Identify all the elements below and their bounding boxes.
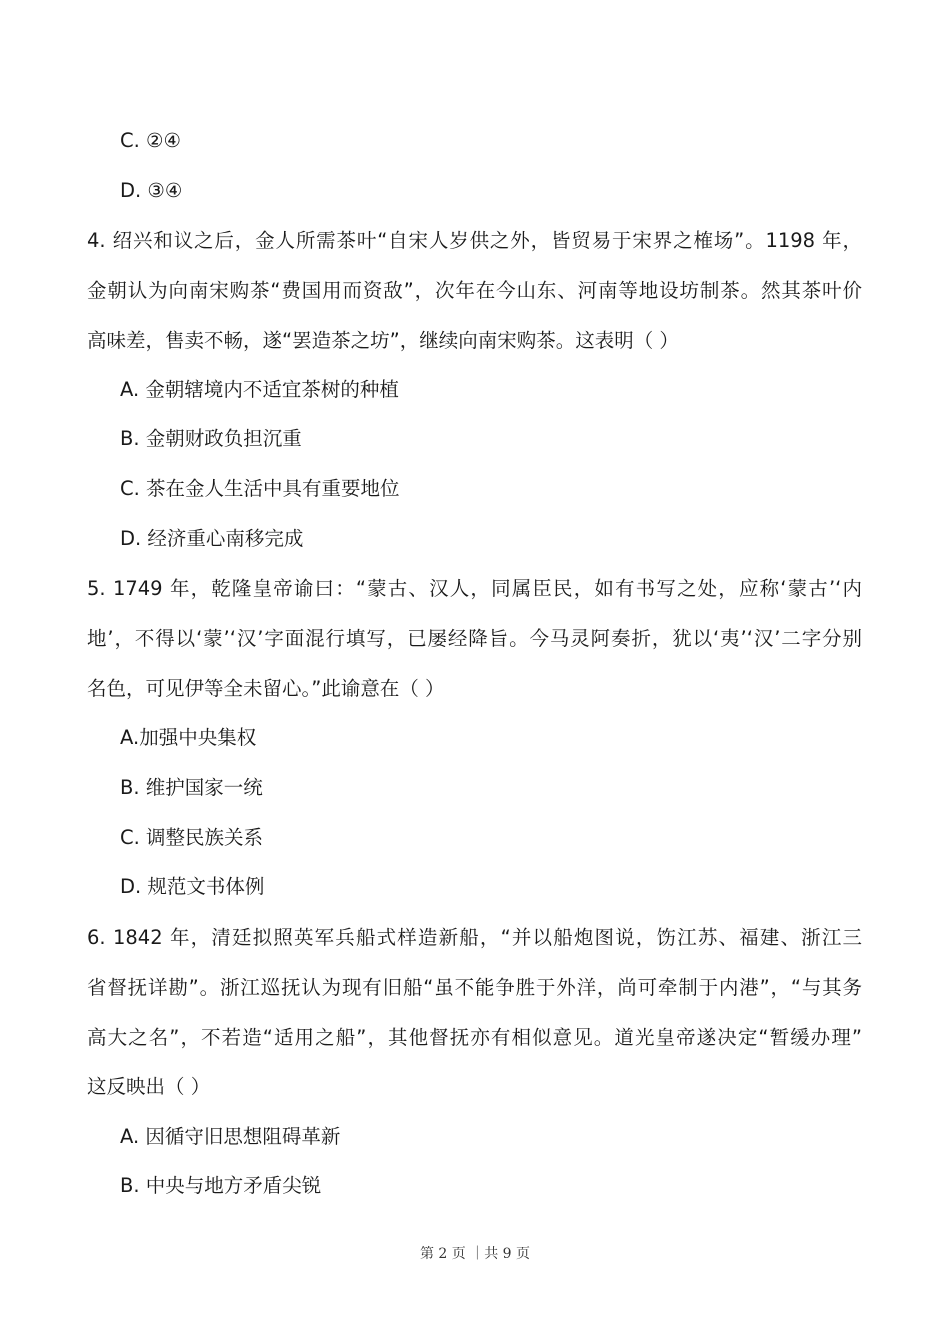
option-a[interactable]: A.加强中央集权 (120, 726, 257, 749)
question-text-line: 高大之名”，不若造“适用之船”，其他督抚亦有相似意见。道光皇帝遂决定“暂缓办理” (87, 1026, 862, 1049)
question-text-line: 高味差，售卖不畅，遂“罢造茶之坊”，继续向南宋购茶。这表明（ ） (87, 329, 679, 352)
option-a[interactable]: A. 因循守旧思想阻碍革新 (120, 1125, 341, 1148)
question-text-line: 6. 1842 年，清廷拟照英军兵船式样造新船，“并以船炮图说，饬江苏、福建、浙江三 (87, 926, 862, 949)
option-d[interactable]: D. 经济重心南移完成 (120, 527, 304, 550)
question-text-line: 5. 1749 年，乾隆皇帝谕曰：“蒙古、汉人，同属臣民，如有书写之处，应称‘蒙古’‘内 (87, 577, 862, 600)
option-c-prev: C. ②④ (120, 129, 181, 152)
question-text-line: 省督抚详勘”。浙江巡抚认为现有旧船“虽不能争胜于外洋，尚可牵制于内港”，“与其务 (87, 976, 862, 999)
option-a[interactable]: A. 金朝辖境内不适宜茶树的种植 (120, 378, 399, 401)
option-c[interactable]: C. 调整民族关系 (120, 826, 264, 849)
option-d-prev: D. ③④ (120, 179, 183, 202)
page-footer: 第 2 页 ｜共 9 页 (419, 1246, 531, 1262)
question-text-line: 金朝认为向南宋购茶“费国用而资敌”，次年在今山东、河南等地设坊制茶。然其茶叶价 (87, 279, 862, 302)
option-d[interactable]: D. 规范文书体例 (120, 875, 265, 898)
question-text-line: 名色，可见伊等全未留心。”此谕意在（ ） (87, 677, 445, 700)
question-text-line: 地’，不得以‘蒙’‘汉’字面混行填写，已屡经降旨。今马灵阿奏折，犹以‘夷’‘汉’二字分别 (87, 627, 862, 650)
option-c[interactable]: C. 茶在金人生活中具有重要地位 (120, 477, 400, 500)
option-b[interactable]: B. 金朝财政负担沉重 (120, 427, 302, 450)
option-b[interactable]: B. 维护国家一统 (120, 776, 263, 799)
question-text-line: 这反映出（ ） (87, 1075, 211, 1098)
question-text-line: 4. 绍兴和议之后，金人所需茶叶“自宋人岁供之外，皆贸易于宋界之榷场”。1198 年， (87, 229, 862, 252)
option-b[interactable]: B. 中央与地方矛盾尖锐 (120, 1174, 322, 1197)
